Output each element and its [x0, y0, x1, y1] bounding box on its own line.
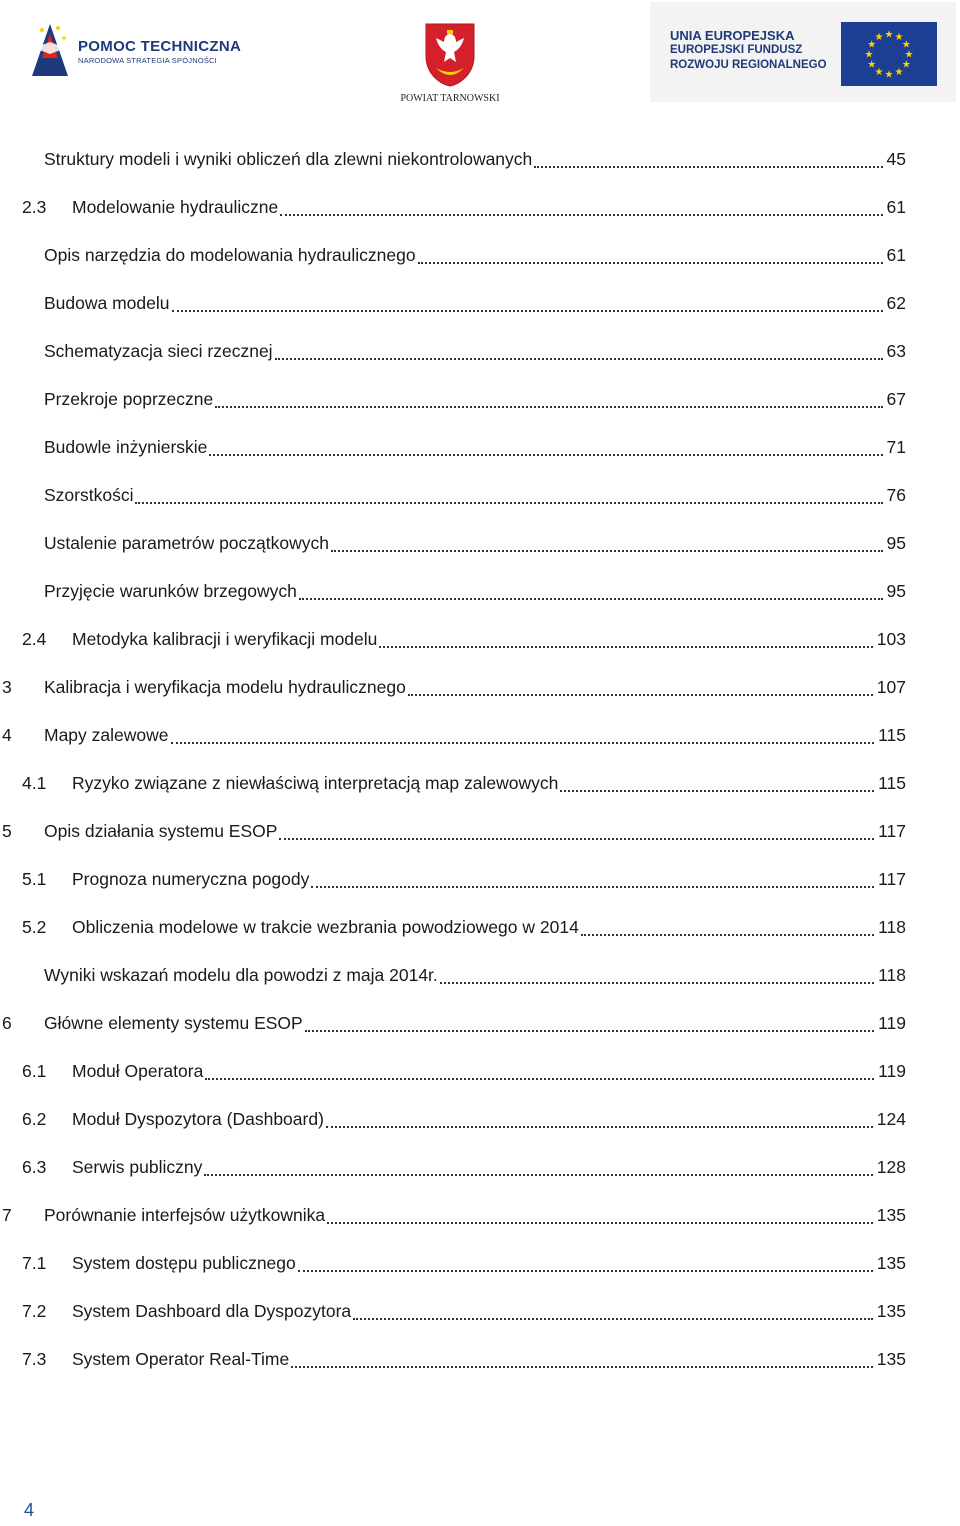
eu-star-icon: ★: [867, 39, 877, 51]
toc-entry-number: 7: [2, 1205, 12, 1225]
toc-entry[interactable]: [0, 1152, 906, 1182]
toc-entry-title: Opis działania systemu ESOP: [44, 821, 278, 841]
toc-entry-title: Porównanie interfejsów użytkownika: [44, 1205, 326, 1225]
toc-entry-title: Moduł Dyspozytora (Dashboard): [72, 1109, 324, 1129]
toc-entry-title: System dostępu publicznego: [72, 1253, 296, 1273]
toc-dot-leader: [440, 980, 874, 984]
toc-entry[interactable]: [0, 240, 906, 270]
toc-dot-leader: [204, 1172, 873, 1176]
toc-entry-title: Modelowanie hydrauliczne: [72, 197, 279, 217]
toc-entry-title: Serwis publiczny: [72, 1157, 203, 1177]
toc-entry-page: 135: [876, 1205, 906, 1225]
toc-entry-page: 103: [876, 629, 906, 649]
toc-entry-title: System Operator Real-Time: [72, 1349, 290, 1369]
toc-entry[interactable]: [0, 336, 906, 366]
toc-entry[interactable]: [0, 672, 906, 702]
toc-entry[interactable]: [0, 816, 906, 846]
page-header: [0, 0, 960, 110]
eu-logo: [650, 2, 956, 102]
toc-entry[interactable]: [0, 1056, 906, 1086]
toc-entry-page: 61: [886, 245, 906, 265]
toc-entry-page: 115: [878, 725, 906, 745]
toc-entry[interactable]: [0, 864, 906, 894]
toc-dot-leader: [280, 212, 883, 216]
toc-entry-page: 95: [886, 581, 906, 601]
toc-dot-leader: [353, 1316, 873, 1320]
toc-dot-leader: [326, 1124, 873, 1128]
eu-star-icon: ★: [894, 32, 904, 44]
toc-entry[interactable]: [0, 1104, 906, 1134]
toc-entry-page: 128: [876, 1157, 906, 1177]
toc-dot-leader: [209, 452, 883, 456]
toc-entry-page: 62: [886, 293, 906, 313]
toc-entry-page: 118: [878, 917, 906, 937]
eu-star-icon: ★: [884, 29, 894, 41]
toc-entry-number: 7.1: [22, 1253, 47, 1273]
toc-dot-leader: [534, 164, 883, 168]
toc-dot-leader: [379, 644, 873, 648]
toc-dot-leader: [291, 1364, 873, 1368]
eagle-crest-icon: [424, 22, 476, 88]
toc-entry-title: Opis narzędzia do modelowania hydraulicznego: [44, 245, 416, 265]
toc-entry-page: 63: [886, 341, 906, 361]
toc-entry-page: 67: [886, 389, 906, 409]
powiat-tarnowski-label: POWIAT TARNOWSKI: [400, 93, 500, 104]
toc-entry[interactable]: [0, 432, 906, 462]
toc-entry-page: 118: [878, 965, 906, 985]
toc-entry-title: Obliczenia modelowe w trakcie wezbrania powodziowego w 2014: [72, 917, 579, 937]
toc-entry-title: Budowa modelu: [44, 293, 170, 313]
toc-dot-leader: [418, 260, 883, 264]
eu-star-icon: ★: [884, 69, 894, 81]
pomoc-techniczna-logo: [28, 18, 242, 82]
toc-entry-title: Schematyzacja sieci rzecznej: [44, 341, 273, 361]
pomoc-techniczna-title: POMOC TECHNICZNA: [78, 38, 242, 55]
toc-dot-leader: [331, 548, 883, 552]
eu-star-icon: ★: [874, 66, 884, 78]
toc-entry[interactable]: [0, 1008, 906, 1038]
toc-dot-leader: [172, 308, 883, 312]
toc-dot-leader: [205, 1076, 874, 1080]
toc-entry-number: 7.3: [22, 1349, 47, 1369]
toc-entry-number: 6: [2, 1013, 12, 1033]
toc-dot-leader: [135, 500, 883, 504]
toc-entry-title: Ryzyko związane z niewłaściwą interpretacją map zalewowych: [72, 773, 559, 793]
toc-entry[interactable]: [0, 192, 906, 222]
toc-entry-title: System Dashboard dla Dyspozytora: [72, 1301, 352, 1321]
toc-entry[interactable]: [0, 1344, 906, 1374]
toc-entry[interactable]: [0, 576, 906, 606]
toc-entry-page: 135: [876, 1253, 906, 1273]
toc-entry-title: Budowle inżynierskie: [44, 437, 208, 457]
toc-entry-page: 71: [886, 437, 906, 457]
toc-entry-title: Przyjęcie warunków brzegowych: [44, 581, 297, 601]
toc-entry[interactable]: [0, 768, 906, 798]
eu-star-icon: ★: [904, 49, 914, 61]
eu-logo-text: [670, 28, 827, 73]
eu-star-icon: ★: [867, 59, 877, 71]
toc-entry-title: Główne elementy systemu ESOP: [44, 1013, 303, 1033]
toc-dot-leader: [311, 884, 874, 888]
toc-entry[interactable]: [0, 1248, 906, 1278]
toc-entry-title: Mapy zalewowe: [44, 725, 169, 745]
eu-flag-icon: [841, 22, 937, 86]
toc-entry-page: 45: [886, 149, 906, 169]
eu-star-icon: ★: [901, 39, 911, 51]
eu-star-icon: ★: [901, 59, 911, 71]
toc-dot-leader: [215, 404, 883, 408]
toc-entry-title: Struktury modeli i wyniki obliczeń dla zlewni niekontrolowanych: [44, 149, 533, 169]
toc-dot-leader: [305, 1028, 874, 1032]
toc-entry-page: 117: [878, 821, 906, 841]
toc-dot-leader: [298, 1268, 873, 1272]
toc-entry-page: 117: [878, 869, 906, 889]
toc-entry[interactable]: [0, 384, 906, 414]
toc-entry-page: 95: [886, 533, 906, 553]
toc-entry-page: 135: [876, 1349, 906, 1369]
eu-star-icon: ★: [864, 49, 874, 61]
pomoc-techniczna-subtitle: NARODOWA STRATEGIA SPÓJNOŚCI: [78, 56, 217, 65]
toc-entry-number: 2.3: [22, 197, 47, 217]
toc-entry-number: 5.1: [22, 869, 47, 889]
eu-line-2: EUROPEJSKI FUNDUSZ: [670, 44, 803, 56]
toc-dot-leader: [275, 356, 883, 360]
toc-entry-title: Przekroje poprzeczne: [44, 389, 214, 409]
toc-dot-leader: [171, 740, 874, 744]
toc-entry[interactable]: [0, 960, 906, 990]
toc-entry-page: 61: [886, 197, 906, 217]
toc-dot-leader: [299, 596, 883, 600]
toc-dot-leader: [581, 932, 874, 936]
toc-dot-leader: [279, 836, 874, 840]
toc-entry[interactable]: [0, 1200, 906, 1230]
eu-star-icon: ★: [894, 66, 904, 78]
toc-entry-page: 115: [878, 773, 906, 793]
powiat-tarnowski-logo: [392, 22, 508, 108]
toc-entry-number: 7.2: [22, 1301, 47, 1321]
toc-entry[interactable]: [0, 528, 906, 558]
toc-entry-page: 124: [876, 1109, 906, 1129]
toc-entry-number: 6.1: [22, 1061, 47, 1081]
toc-entry[interactable]: [0, 720, 906, 750]
eu-line-1: UNIA EUROPEJSKA: [670, 28, 795, 43]
toc-entry-number: 3: [2, 677, 12, 697]
toc-entry-page: 135: [876, 1301, 906, 1321]
toc-entry[interactable]: [0, 624, 906, 654]
toc-entry-number: 5: [2, 821, 12, 841]
toc-entry-title: Wyniki wskazań modelu dla powodzi z maja 2014r.: [44, 965, 438, 985]
toc-entry-page: 119: [878, 1061, 906, 1081]
eu-star-icon: ★: [874, 32, 884, 44]
toc-entry-number: 2.4: [22, 629, 47, 649]
toc-entry[interactable]: [0, 912, 906, 942]
toc-entry-number: 6.2: [22, 1109, 47, 1129]
toc-entry[interactable]: [0, 1296, 906, 1326]
toc-entry-page: 119: [878, 1013, 906, 1033]
eu-line-3: ROZWOJU REGIONALNEGO: [670, 59, 827, 71]
toc-entry-number: 6.3: [22, 1157, 47, 1177]
toc-dot-leader: [327, 1220, 873, 1224]
toc-entry[interactable]: [0, 288, 906, 318]
toc-entry-number: 4.1: [22, 773, 47, 793]
pomoc-techniczna-emblem-icon: [28, 18, 72, 78]
toc-entry-number: 5.2: [22, 917, 47, 937]
toc-entry-title: Kalibracja i weryfikacja modelu hydraulicznego: [44, 677, 406, 697]
page-number: 4: [24, 1500, 35, 1520]
toc-dot-leader: [560, 788, 874, 792]
toc-entry-title: Metodyka kalibracji i weryfikacji modelu: [72, 629, 378, 649]
toc-entry-title: Moduł Operatora: [72, 1061, 204, 1081]
toc-entry-title: Szorstkości: [44, 485, 134, 505]
toc-entry[interactable]: [0, 144, 906, 174]
toc-entry-page: 107: [876, 677, 906, 697]
toc-entry-title: Prognoza numeryczna pogody: [72, 869, 310, 889]
toc-entry-number: 4: [2, 725, 12, 745]
toc-entry-title: Ustalenie parametrów początkowych: [44, 533, 329, 553]
toc-entry[interactable]: [0, 480, 906, 510]
toc-entry-page: 76: [886, 485, 906, 505]
toc-dot-leader: [408, 692, 873, 696]
